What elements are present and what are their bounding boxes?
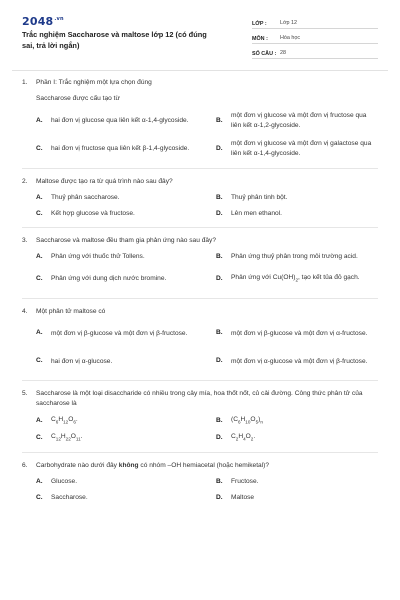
formula-subscript: 2 (250, 436, 254, 442)
option-letter: C. (36, 274, 43, 282)
question-block-3 (22, 236, 378, 299)
question-block-6 (22, 461, 378, 511)
option-c[interactable] (36, 432, 198, 443)
option-letter: C. (36, 209, 43, 217)
option-letter: B. (216, 477, 223, 485)
formula-part: O (245, 433, 251, 441)
option-text: Fructose. (231, 477, 259, 485)
formula-part: H (58, 416, 64, 424)
option-b[interactable] (216, 252, 378, 262)
option-c[interactable] (36, 209, 198, 219)
option-text-part: Phản ứng với Cu(OH) (231, 273, 296, 281)
option-text: hai đơn vị glucose qua liên kết α-1,4-glycoside. (51, 116, 189, 124)
header-divider (12, 70, 388, 71)
question-text: Saccharose và maltose đều tham gia phản ứng nào sau đây? (36, 236, 216, 244)
chemical-formula (51, 415, 78, 426)
option-text: Phản ứng với thuốc thử Tollens. (51, 252, 145, 260)
question-stem (22, 236, 378, 246)
options-grid (22, 252, 378, 290)
option-letter: D. (216, 209, 223, 217)
option-letter: C. (36, 357, 43, 365)
option-letter: B. (216, 252, 223, 260)
option-text (231, 273, 360, 284)
option-letter: B. (216, 116, 223, 124)
question-block-2 (22, 177, 378, 228)
formula-subscript: 11 (75, 436, 81, 442)
option-text: một đơn vị β-glucose và một đơn vị α-fructose. (231, 329, 368, 337)
option-letter: A. (36, 477, 43, 485)
formula-subscript: 4 (243, 436, 246, 442)
option-letter: D. (216, 434, 223, 442)
option-text: hai đơn vị α-glucose. (51, 357, 113, 365)
option-text: Phản ứng với dung dịch nước bromine. (51, 274, 167, 282)
option-b[interactable] (216, 322, 378, 344)
formula-subscript: 2 (235, 436, 239, 442)
formula-part: H (240, 416, 246, 424)
formula-part: O (70, 433, 76, 441)
option-text: Kết hợp glucose và fructose. (51, 209, 135, 217)
option-letter: C. (36, 144, 43, 152)
question-block-1 (22, 78, 378, 169)
section-title: Phần I: Trắc nghiệm một lựa chọn đúng (36, 79, 152, 86)
option-c[interactable] (36, 493, 198, 503)
meta-label: LỚP : (252, 20, 267, 27)
option-c[interactable] (36, 350, 198, 372)
question-stem (22, 461, 378, 471)
option-letter: A. (36, 116, 43, 124)
option-text: Maltose (231, 493, 255, 501)
formula-subscript: 5 (255, 419, 259, 425)
formula-part: ) (258, 416, 261, 424)
formula-subscript: 10 (245, 419, 251, 425)
formula-part: C (51, 416, 56, 424)
meta-label: MÔN : (252, 35, 268, 42)
question-number: 4. (22, 307, 28, 315)
question-block-4 (22, 307, 378, 382)
option-text: Lên men ethanol. (231, 209, 282, 217)
option-letter: A. (36, 252, 43, 260)
option-b[interactable] (216, 110, 378, 132)
option-text: Glucose. (51, 477, 78, 485)
formula-part: . (80, 433, 83, 441)
logo-suffix: .vn (54, 16, 64, 23)
formula-part: C (51, 433, 56, 441)
subscript: 2 (295, 277, 299, 283)
formula-part: O (250, 416, 256, 424)
meta-table (252, 16, 378, 59)
formula-subscript: 12 (55, 436, 61, 442)
formula-part: O (68, 416, 74, 424)
option-text: một đơn vị glucose và một đơn vị fructose qua liên kết α-1,2-glycoside. (231, 111, 367, 129)
option-text: Thuỷ phân saccharose. (51, 193, 120, 201)
option-d[interactable] (216, 268, 378, 290)
option-letter: B. (216, 329, 223, 337)
option-letter: D. (216, 144, 223, 152)
formula-part: . (253, 433, 256, 441)
section-number: 1. (22, 79, 28, 86)
option-letter: A. (36, 329, 43, 337)
formula-subscript: 6 (55, 419, 59, 425)
option-b[interactable] (216, 193, 378, 203)
quiz-content (22, 78, 378, 519)
site-logo[interactable] (22, 14, 64, 31)
options-grid (22, 322, 378, 372)
option-letter: C. (36, 434, 43, 442)
option-c[interactable] (36, 138, 198, 160)
formula-part: H (60, 433, 66, 441)
options-grid (22, 477, 378, 503)
question-text: Saccharose được cấu tạo từ (36, 94, 120, 102)
meta-value: Hóa học (280, 34, 301, 41)
question-text: Một phân tử maltose có (36, 307, 106, 315)
option-a[interactable] (36, 252, 198, 262)
meta-row-grade (252, 16, 378, 29)
option-text: một đơn vị β-glucose và một đơn vị β-fructose. (51, 329, 188, 337)
meta-label: SỐ CÂU : (252, 50, 277, 57)
formula-subscript: n (260, 419, 263, 425)
options-grid (22, 415, 378, 443)
option-letter: B. (216, 193, 223, 201)
question-text-part: Carbohydrate nào dưới đây (36, 461, 119, 469)
option-a[interactable] (36, 322, 198, 344)
formula-part: . (75, 416, 78, 424)
option-letter: D. (216, 493, 223, 501)
option-a[interactable] (36, 193, 198, 203)
question-text-emphasis: không (118, 461, 139, 469)
option-text: Thuỷ phân tinh bột. (231, 193, 288, 201)
option-d[interactable] (216, 432, 378, 443)
chemical-formula (51, 432, 83, 443)
option-d[interactable] (216, 209, 378, 219)
option-text: Saccharose. (51, 493, 88, 501)
meta-row-subject (252, 31, 378, 44)
option-text: một đơn vị α-glucose và một đơn vị β-fructose. (231, 357, 368, 365)
option-letter: D. (216, 357, 223, 365)
option-letter: D. (216, 274, 223, 282)
formula-part: (C (231, 416, 238, 424)
formula-subscript: 6 (73, 419, 76, 425)
question-stem (22, 307, 378, 317)
question-text-part: có nhóm –OH hemiacetal (hoặc hemiketal)? (138, 461, 270, 469)
option-a[interactable] (36, 110, 198, 132)
option-letter: A. (36, 416, 43, 424)
document-title: Trắc nghiệm Saccharose và maltose lớp 12 (có đúng sai, trả lời ngắn) (22, 30, 207, 50)
question-stem (22, 177, 378, 187)
option-c[interactable] (36, 268, 198, 290)
question-number: 2. (22, 177, 28, 185)
option-b[interactable] (216, 477, 378, 487)
option-text: hai đơn vị fructose qua liên kết β-1,4-glycoside. (51, 144, 190, 152)
question-text: Saccharose là một loại disaccharide có nhiều trong cây mía, hoa thốt nốt, củ cải đường. Công thức phân tử của saccharose là (36, 390, 363, 408)
question-number: 5. (22, 390, 28, 398)
meta-value: Lớp 12 (280, 19, 298, 26)
option-letter: C. (36, 493, 43, 501)
option-d[interactable] (216, 350, 378, 372)
chemical-formula (231, 415, 263, 426)
chemical-formula (231, 432, 255, 443)
meta-row-count (252, 46, 378, 59)
options-grid (22, 193, 378, 219)
option-letter: A. (36, 193, 43, 201)
meta-value: 28 (280, 49, 286, 56)
option-letter: B. (216, 416, 223, 424)
option-a[interactable] (36, 415, 198, 426)
option-a[interactable] (36, 477, 198, 487)
options-grid (22, 110, 378, 160)
option-d[interactable] (216, 138, 378, 160)
question-text: Maltose được tạo ra từ quá trình nào sau đây? (36, 177, 173, 185)
formula-subscript: 12 (63, 419, 69, 425)
section-heading (22, 78, 378, 104)
document-header (22, 12, 378, 64)
question-number: 3. (22, 236, 28, 244)
question-stem (22, 389, 378, 409)
question-block-5 (22, 389, 378, 452)
formula-part: H (238, 433, 244, 441)
question-number: 6. (22, 461, 28, 469)
option-text: một đơn vị glucose và một đơn vị galactose qua liên kết α-1,4-glycoside. (231, 139, 372, 157)
option-text-part: , tạo kết tủa đỏ gạch. (298, 273, 360, 281)
option-d[interactable] (216, 493, 378, 503)
logo-text: 2048 (22, 15, 54, 28)
option-text: Phản ứng thuỷ phân trong môi trường acid. (231, 252, 358, 260)
question-text (36, 461, 378, 471)
formula-subscript: 22 (65, 436, 71, 442)
formula-part: C (231, 433, 236, 441)
option-b[interactable] (216, 415, 378, 426)
formula-subscript: 6 (237, 419, 241, 425)
